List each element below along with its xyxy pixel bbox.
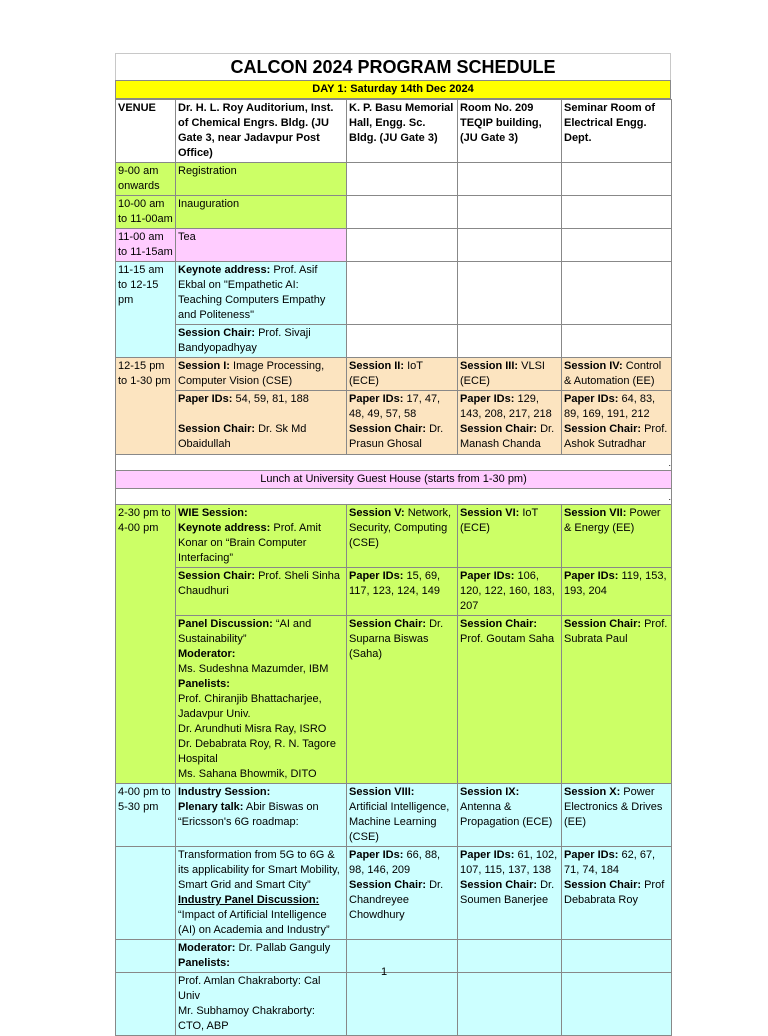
- session-chair: Session Chair: Dr. Suparna Biswas (Saha): [347, 616, 458, 784]
- registration-cell: Registration: [176, 163, 347, 196]
- session-cell: Session IX: Antenna & Propagation (ECE): [458, 784, 562, 847]
- session-cell: Session VIII: Artificial Intelligence, Machine Learning (CSE): [347, 784, 458, 847]
- time-cell: 9-00 am onwards: [116, 163, 176, 196]
- table-row: .: [116, 489, 672, 505]
- session-details: Paper IDs: 17, 47, 48, 49, 57, 58 Session Chair: Dr. Prasun Ghosal: [347, 391, 458, 455]
- table-row: [116, 616, 672, 784]
- session-cell: Session V: Network, Security, Computing (CSE): [347, 505, 458, 568]
- session-cell: Session IV: Control & Automation (EE): [562, 358, 672, 391]
- table-row: [116, 391, 672, 455]
- time-cell: 10-00 am to 11-00am: [116, 196, 176, 229]
- table-row: [116, 229, 672, 262]
- session-details: Paper IDs: 66, 88, 98, 146, 209 Session Chair: Dr. Chandreyee Chowdhury: [347, 847, 458, 940]
- moderator-cell: Moderator: Dr. Pallab Ganguly Panelists:: [176, 940, 347, 973]
- table-row: [116, 358, 672, 391]
- venue-header-row: [116, 100, 672, 163]
- session-cell: Session I: Image Processing, Computer Vision (CSE): [176, 358, 347, 391]
- industry-session: Industry Session: Plenary talk: Abir Biswas on “Ericsson's 6G roadmap:: [176, 784, 347, 847]
- table-row: [116, 973, 672, 1036]
- session-chair: Session Chair: Prof. Goutam Saha: [458, 616, 562, 784]
- wie-keynote: WIE Session: Keynote address: Prof. Amit Konar on “Brain Computer Interfacing”: [176, 505, 347, 568]
- table-row: [116, 196, 672, 229]
- schedule-table: [115, 99, 672, 1036]
- lunch-row: Lunch at University Guest House (starts from 1-30 pm): [116, 471, 672, 489]
- table-row: [116, 847, 672, 940]
- venue-2: K. P. Basu Memorial Hall, Engg. Sc. Bldg. (JU Gate 3): [347, 100, 458, 163]
- time-cell: 11-00 am to 11-15am: [116, 229, 176, 262]
- table-row: [116, 505, 672, 568]
- paper-ids: Paper IDs: 106, 120, 122, 160, 183, 207: [458, 568, 562, 616]
- venue-1: Dr. H. L. Roy Auditorium, Inst. of Chemical Engrs. Bldg. (JU Gate 3, near Jadavpur Post Office): [176, 100, 347, 163]
- session-details: Paper IDs: 54, 59, 81, 188 Session Chair: Dr. Sk Md Obaidullah: [176, 391, 347, 455]
- time-cell: 2-30 pm to 4-00 pm: [116, 505, 176, 784]
- wie-chair: Session Chair: Prof. Sheli Sinha Chaudhuri: [176, 568, 347, 616]
- page-title: CALCON 2024 PROGRAM SCHEDULE: [115, 53, 671, 80]
- paper-ids: Paper IDs: 15, 69, 117, 123, 124, 149: [347, 568, 458, 616]
- session-cell: Session VII: Power & Energy (EE): [562, 505, 672, 568]
- session-cell: Session X: Power Electronics & Drives (EE): [562, 784, 672, 847]
- paper-ids: Paper IDs: 119, 153, 193, 204: [562, 568, 672, 616]
- table-row: .: [116, 455, 672, 471]
- table-row: [116, 568, 672, 616]
- table-row: [116, 163, 672, 196]
- tea-cell: Tea: [176, 229, 347, 262]
- keynote-cell: Keynote address: Prof. Asif Ekbal on "Empathetic AI: Teaching Computers Empathy and Politeness": [176, 262, 347, 325]
- session-cell: Session III: VLSI (ECE): [458, 358, 562, 391]
- table-row: [116, 262, 672, 325]
- industry-details: Transformation from 5G to 6G & its applicability for Smart Mobility, Smart Grid and Smart City” Industry Panel Discussion: “Impact of Artificial Intelligence (AI) on Academia and Industry”: [176, 847, 347, 940]
- session-details: Paper IDs: 61, 102, 107, 115, 137, 138 Session Chair: Dr. Soumen Banerjee: [458, 847, 562, 940]
- session-details: Paper IDs: 129, 143, 208, 217, 218 Session Chair: Dr. Manash Chanda: [458, 391, 562, 455]
- schedule-sheet: [115, 53, 671, 1036]
- venue-label: VENUE: [116, 100, 176, 163]
- table-row: [116, 325, 672, 358]
- session-details: Paper IDs: 64, 83, 89, 169, 191, 212 Session Chair: Prof. Ashok Sutradhar: [562, 391, 672, 455]
- panel-discussion: Panel Discussion: “AI and Sustainability” Moderator: Ms. Sudeshna Mazumder, IBM Panelists: Prof. Chiranjib Bhattacharjee, Jadavpur Univ. Dr. Arundhuti Misra Ray, ISRO Dr. Debabrata Roy, R. N. Tagore Hospital Ms. Sahana Bhowmik, DITO: [176, 616, 347, 784]
- page-number: 1: [380, 966, 388, 978]
- table-row: [116, 471, 672, 489]
- inauguration-cell: Inauguration: [176, 196, 347, 229]
- session-cell: Session II: IoT (ECE): [347, 358, 458, 391]
- time-cell: 12-15 pm to 1-30 pm: [116, 358, 176, 455]
- panelists-cell: Prof. Amlan Chakraborty: Cal Univ Mr. Subhamoy Chakraborty: CTO, ABP: [176, 973, 347, 1036]
- table-row: [116, 784, 672, 847]
- day-heading: DAY 1: Saturday 14th Dec 2024: [115, 80, 671, 99]
- venue-3: Room No. 209 TEQIP building, (JU Gate 3): [458, 100, 562, 163]
- venue-4: Seminar Room of Electrical Engg. Dept.: [562, 100, 672, 163]
- session-chair: Session Chair: Prof. Subrata Paul: [562, 616, 672, 784]
- time-cell: 4-00 pm to 5-30 pm: [116, 784, 176, 847]
- session-cell: Session VI: IoT (ECE): [458, 505, 562, 568]
- session-details: Paper IDs: 62, 67, 71, 74, 184 Session Chair: Prof Debabrata Roy: [562, 847, 672, 940]
- time-cell: 11-15 am to 12-15 pm: [116, 262, 176, 358]
- keynote-chair-cell: Session Chair: Prof. Sivaji Bandyopadhyay: [176, 325, 347, 358]
